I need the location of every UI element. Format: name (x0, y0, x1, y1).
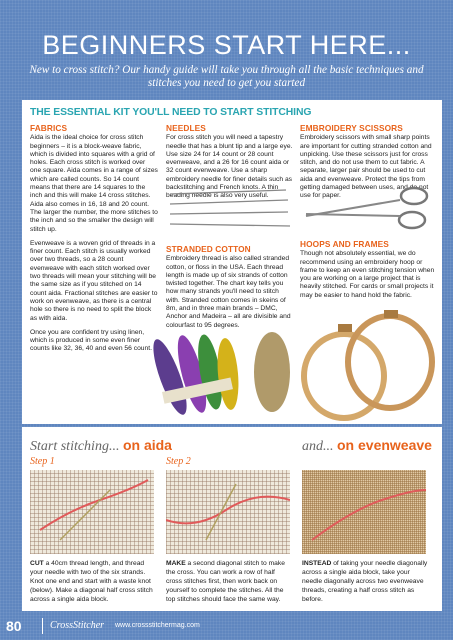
page-subtitle: New to cross stitch? Our handy guide will take you through all the basic techniques and stitches you need to get you started (29, 64, 424, 89)
aida-heading (30, 437, 172, 455)
step-3-caption-text: of taking your needle diagonally across a single aida block, take your needle diagonally across two evenweave threads, creating a half cross stitch as before. (302, 560, 428, 603)
page-footer (0, 612, 453, 640)
step-1-caption-bold: CUT (30, 560, 44, 567)
start-stitching-panel (22, 427, 442, 611)
fabrics-heading: FABRICS (30, 123, 68, 133)
needles-text: For cross stitch you will need a tapestry needle that has a blunt tip and a large eye. Use size 24 for 14 count or 28 count evenweave, and a 26 for 16 count aida or 32 count evenweave. Use a sharp embroidery needle for finer details such as backstitching and French knots. A thin beading needle is also very useful. (166, 134, 293, 200)
step-2-label: Step 2 (166, 456, 191, 467)
fabrics-text-2: Evenweave is a woven grid of threads in a finer count. Each stitch is usually worked over two threads, so a 28 count evenweave with each stitch worked over two threads will mean your stitching will be the same size as if you stitched on 14 count aida. Fractional stitches are easier to work on evenweave, as there is a central hole so there is no need to split the block as with aida. (30, 239, 158, 322)
step-1-photo (30, 470, 154, 554)
fabrics-text-3: Once you are confident try using linen, which is produced in some even finer counts like 32, 36, 40 and even 56 count. (30, 328, 152, 353)
scissors-heading: EMBROIDERY SCISSORS (300, 123, 403, 133)
evenweave-heading-prefix: and... (302, 439, 337, 454)
fabrics-text-1: Aida is the ideal choice for cross stitch beginners – it is a block-weave fabric, which is divided into squares with a grid of holes. Each cross stitch is worked over one square. Aida comes in a range of sizes which are called counts. So 14 count means that there are 14 squares to the inch and this will make 14 cross stitches. Aida also comes in 16, 18 and 20 count. The larger the number, the more stitches to the inch and so the smaller the design will stitch up. (30, 134, 158, 233)
step-2-caption-text: a second diagonal stitch to make the cross. You can work a row of half cross stitches first, then work back on yourself to complete the stitches. All the top stitches should face the same way. (166, 560, 285, 603)
step-2-photo (166, 470, 290, 554)
magazine-logo: CrossStitcher (50, 620, 105, 631)
essential-kit-card (22, 100, 442, 424)
hoops-section (300, 240, 436, 306)
fabrics-section (30, 124, 158, 360)
step-1-label: Step 1 (30, 456, 55, 467)
evenweave-heading (302, 437, 432, 455)
scissors-text: Embroidery scissors with small sharp points are important for cutting stranded cotton and unpicking. Use these scissors just for cross stitch, and do not use them to cut fabric. A separate, larger pair should be used to cut aida and evenweave. Protect the tips from getting damaged between uses, and do not use for paper. (300, 134, 432, 200)
evenweave-heading-bold: on evenweave (337, 437, 432, 453)
footer-divider (42, 618, 43, 634)
cotton-text: Embroidery thread is also called stranded cotton, or floss in the USA. Each thread length is made up of six strands of cotton twisted together. The chart key tells you how many strands you'll need to stitch with. Stranded cotton comes in skeins of 8m, and in three main brands – DMC, Anchor and Madeira – all are divisible and colourfast to 95 degrees. (166, 255, 291, 329)
aida-heading-bold: on aida (122, 437, 172, 453)
hoops-text: Though not absolutely essential, we do recommend using an embroidery hoop or frame to keep an even stitching tension when you are working on a large project that is heavily stitched. For cards or small projects it may be easier to hand hold the fabric. (300, 250, 435, 299)
header-banner (0, 0, 453, 98)
step-1-caption (30, 559, 156, 604)
scissors-image (298, 184, 440, 236)
page-title: BEGINNERS START HERE... (42, 30, 411, 60)
step-3-caption (302, 559, 428, 604)
step-2-caption (166, 559, 292, 604)
thread-skeins-image (148, 322, 298, 422)
step-3-caption-bold: INSTEAD (302, 560, 332, 567)
kit-title (30, 107, 311, 118)
kit-title-prefix: THE ESSENTIAL KIT (30, 107, 133, 118)
aida-heading-prefix: Start stitching... (30, 439, 123, 454)
embroidery-hoops-image (298, 310, 440, 422)
needles-heading: NEEDLES (166, 123, 206, 133)
step-1-caption-text: a 40cm thread length, and thread your needle with two of the six strands. Knot one end and start with a waste knot (below). Make a diagonal half cross stitch across a single aida block. (30, 560, 153, 603)
step-2-caption-bold: MAKE (166, 560, 186, 567)
step-3-photo (302, 470, 426, 554)
hoops-heading: HOOPS AND FRAMES (300, 239, 389, 249)
kit-title-rest: YOU'LL NEED TO START STITCHING (132, 107, 312, 118)
magazine-url: www.crossstitchermag.com (115, 622, 200, 629)
cotton-heading: STRANDED COTTON (166, 244, 251, 254)
page-number: 80 (6, 618, 22, 634)
needles-image (166, 186, 294, 232)
